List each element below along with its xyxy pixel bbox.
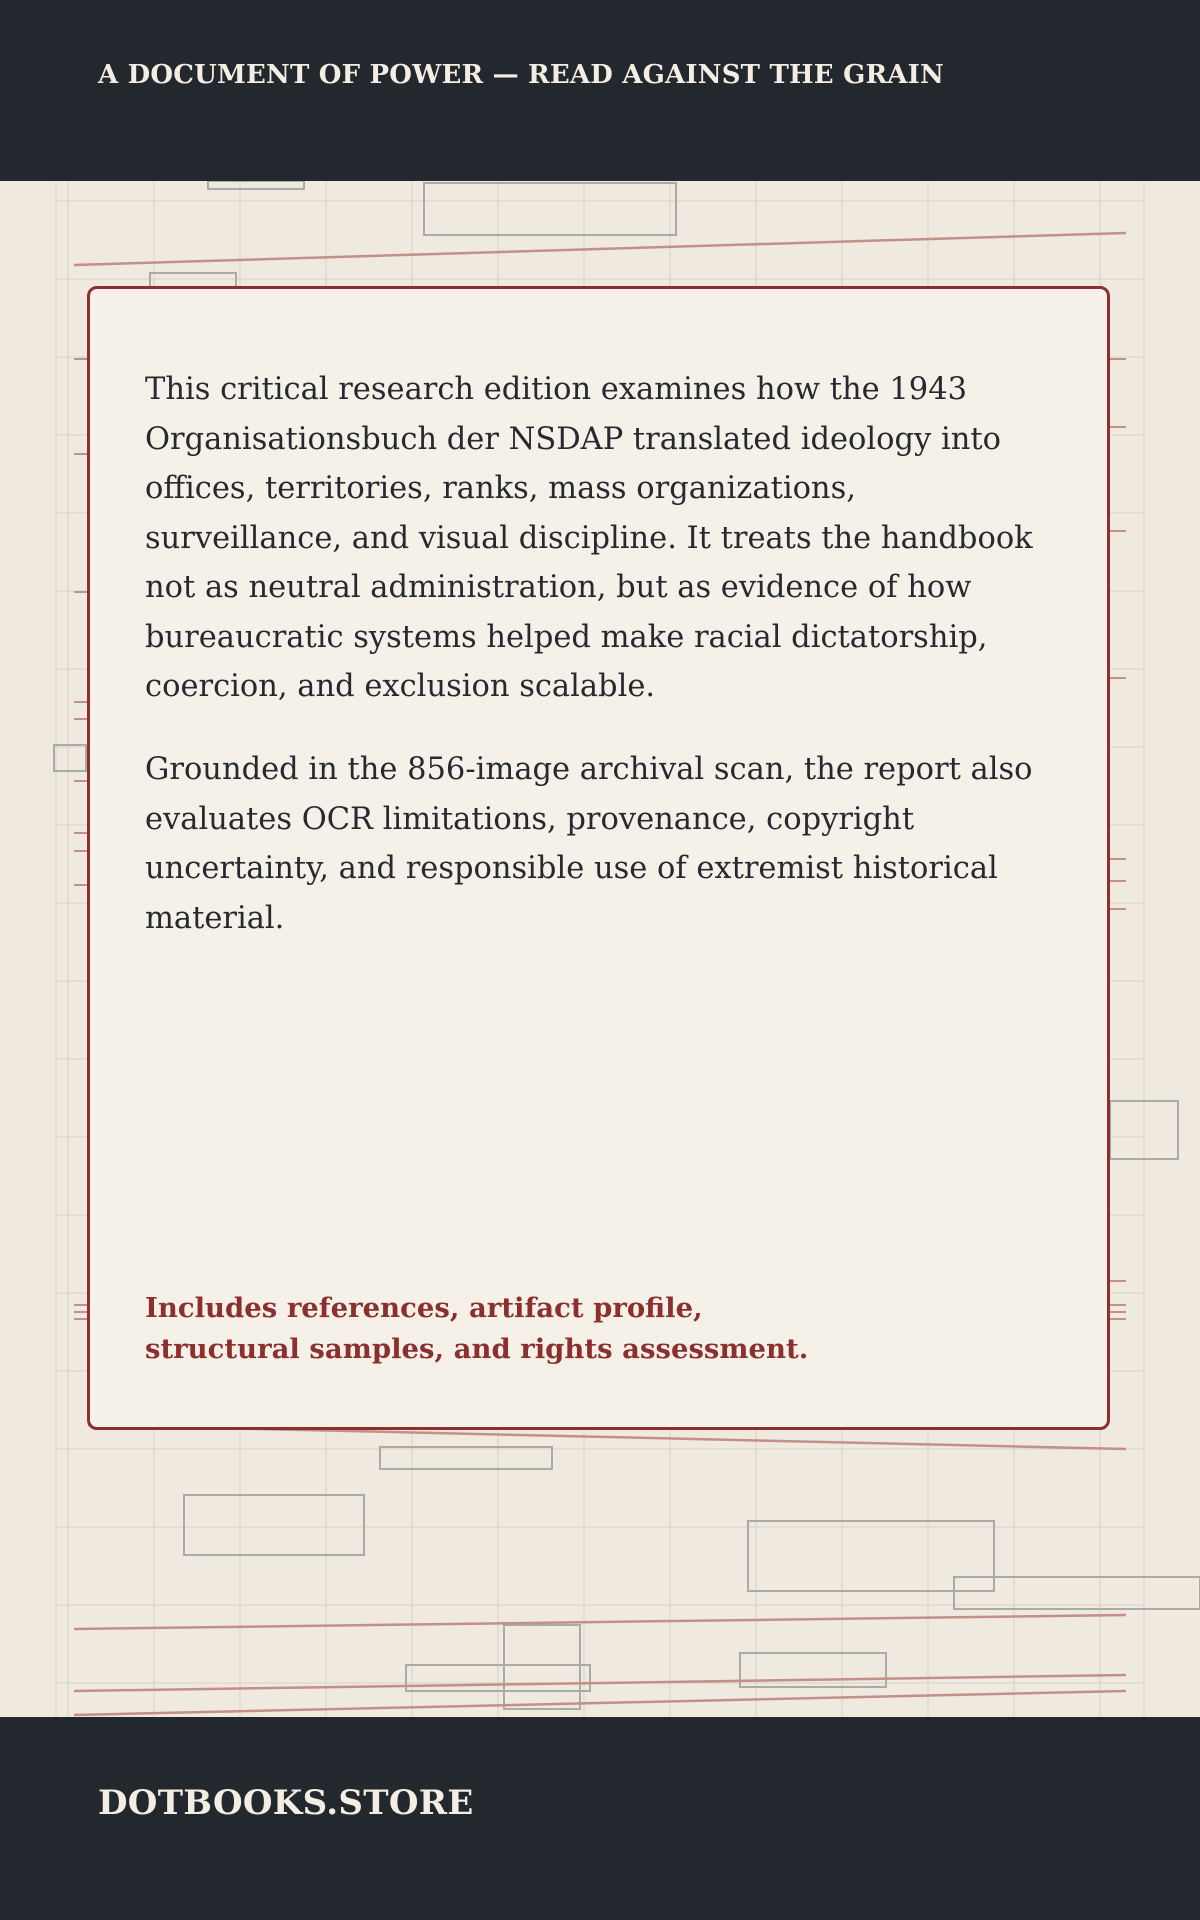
publisher-name: DOTBOOKS.STORE — [98, 1783, 474, 1823]
top-banner — [0, 0, 1200, 181]
contents-note — [145, 1288, 965, 1370]
synopsis-card — [87, 286, 1110, 1430]
cover-tagline: A DOCUMENT OF POWER — READ AGAINST THE GRAIN — [98, 60, 944, 90]
contents-note-line-1: Includes references, artifact profile, — [145, 1292, 703, 1324]
bottom-banner — [0, 1717, 1200, 1920]
synopsis-paragraph-2: Grounded in the 856-image archival scan, the report also evaluates OCR limitations, provenance, copyright uncertainty, and responsible use of extremist historical material. — [145, 752, 1033, 936]
synopsis-paragraph-1: This critical research edition examines how the 1943 Organisationsbuch der NSDAP translated ideology into offices, territories, ranks, mass organizations, surveillance, and visual discipline. It treats the handbook not as neutral administration, but as evidence of how bureaucratic systems helped make racial dictatorship, coercion, and exclusion scalable. — [145, 372, 1033, 704]
contents-note-line-2: structural samples, and rights assessment. — [145, 1333, 809, 1365]
